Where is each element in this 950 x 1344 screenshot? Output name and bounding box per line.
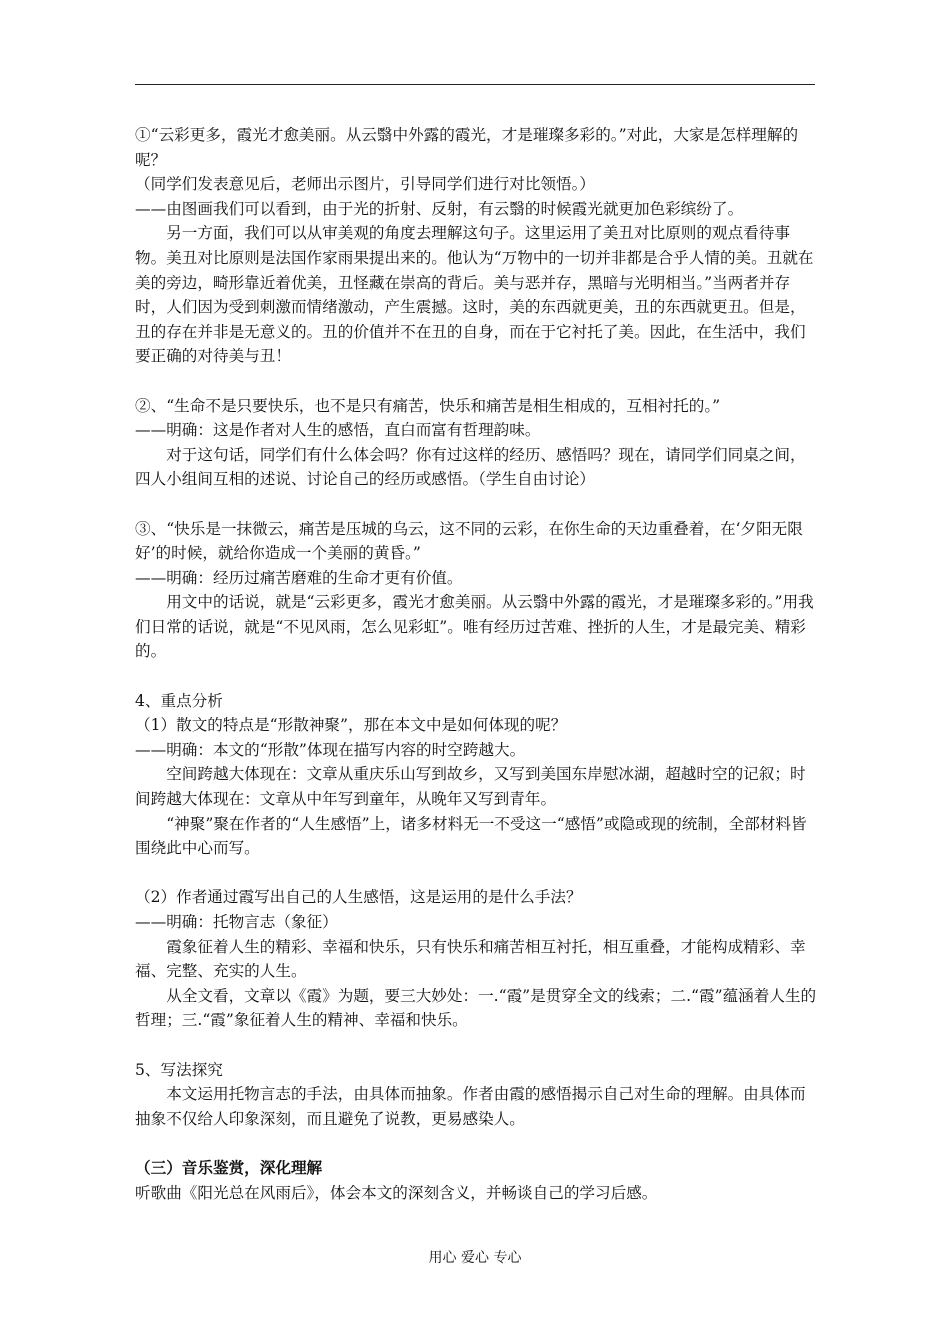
blank-line [135,492,818,517]
paragraph: ——明确：这是作者对人生的感悟，直白而富有哲理韵味。 [135,421,541,440]
paragraph: 霞象征着人生的精彩、幸福和快乐，只有快乐和痛苦相互衬托，相互重叠，才能构成精彩、幸福、完整、充实的人生。 [135,937,806,981]
paragraph: ①“云彩更多，霞光才愈美丽。从云翳中外露的霞光，才是璀璨多彩的。”对此，大家是怎样理解的呢？ [135,126,799,169]
paragraph: 空间跨越大体现在：文章从重庆乐山写到故乡，又写到美国东岸慰冰湖，超越时空的记叙；时间跨越大体现在：文章从中年写到童年，从晚年又写到青年。 [135,765,806,809]
paragraph: 用文中的话说，就是“云彩更多，霞光才愈美丽。从云翳中外露的霞光，才是璀璨多彩的。”用我们日常的话说，就是“不见风雨，怎么见彩虹”。唯有经历过苦难、挫折的人生，才是最完美、精彩的。 [135,593,814,661]
section-heading: 5、写法探究 [135,1060,223,1079]
paragraph: 听歌曲《阳光总在风雨后》，体会本文的深刻含义，并畅谈自己的学习后感。 [135,1183,658,1202]
paragraph: ②、“生命不是只要快乐，也不是只有痛苦，快乐和痛苦是相生相成的，互相衬托的。” [135,396,721,415]
blank-line [135,1033,818,1058]
header-rule [135,84,815,85]
paragraph: ——明确：经历过痛苦磨难的生命才更有价值。 [135,568,463,587]
paragraph: 从全文看，文章以《霞》为题，要三大妙处：一.“霞”是贯穿全文的线索；二.“霞”蕴涵着人生的哲理；三.“霞”象征着人生的精神、幸福和快乐。 [135,986,817,1030]
paragraph: ——由图画我们可以看到，由于光的折射、反射，有云翳的时候霞光就更加色彩缤纷了。 [135,199,744,218]
paragraph: “神聚”聚在作者的“人生感悟”上，诸多材料无一不受这一“感悟”或隐或现的统制，全部材料皆围绕此中心而写。 [135,814,807,858]
document-body [135,123,818,1205]
paragraph: ——明确：托物言志（象征） [135,913,338,931]
blank-line [135,1131,818,1156]
paragraph: 对于这句话，同学们有什么体会吗？你有过这样的经历、感悟吗？现在，请同学们同桌之间，四人小组间互相的述说、讨论自己的经历或感悟。（学生自由讨论） [135,445,806,489]
page-footer: 用心 爱心 专心 [428,1250,522,1266]
blank-line [135,861,818,886]
paragraph: ③、“快乐是一抹微云，痛苦是压城的乌云，这不同的云彩，在你生命的天边重叠着，在‘夕阳无限好’的时候，就给你造成一个美丽的黄昏。” [135,519,803,563]
paragraph: （同学们发表意见后，老师出示图片，引导同学们进行对比领悟。） [135,175,596,194]
blank-line [135,369,818,394]
paragraph: （1）散文的特点是“形散神聚”，那在本文中是如何体现的呢？ [135,716,567,735]
section-heading: 4、重点分析 [135,691,223,710]
section-heading-bold: （三）音乐鉴赏，深化理解 [135,1157,323,1177]
paragraph: 另一方面，我们可以从审美观的角度去理解这句子。这里运用了美丑对比原则的观点看待事物。美丑对比原则是法国作家雨果提出来的。他认为“万物中的一切并非都是合乎人情的美。丑就在美的旁边，畸形靠近着优美，丑怪藏在崇高的背后。美与恶并存，黑暗与光明相当。”当两者并存时，人们因为受到刺激而情绪激动，产生震撼。这时，美的东西就更美，丑的东西就更丑。但是，丑的存在并非是无意义的。丑的价值并不在丑的自身，而在于它衬托了美。因此，在生活中，我们要正确的对待美与丑！ [135,224,814,366]
paragraph: 本文运用托物言志的手法，由具体而抽象。作者由霞的感悟揭示自己对生命的理解。由具体而抽象不仅给人印象深刻，而且避免了说教，更易感染人。 [135,1085,806,1128]
paragraph: ——明确：本文的“形散”体现在描写内容的时空跨越大。 [135,740,526,759]
paragraph: （2）作者通过霞写出自己的人生感悟，这是运用的是什么手法？ [135,888,582,907]
blank-line [135,664,818,689]
